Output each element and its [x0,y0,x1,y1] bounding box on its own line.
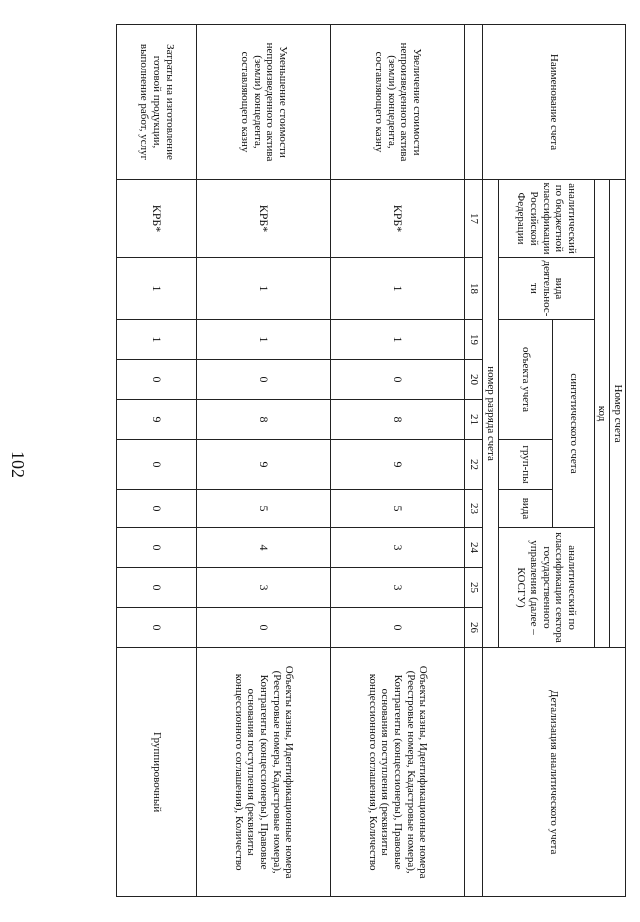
header-detail: Детализация аналитического учета [483,648,626,897]
digit-cell: 3 [331,568,465,608]
column-numbers-row [465,25,483,897]
column-number: 17 [465,180,483,258]
digit-cell: 0 [117,490,197,528]
account-name: Увеличение стоимости непроизведенного актива (земли) концедента, составляющего казну [331,25,465,180]
digit-cell: 9 [197,440,331,490]
header-account-object: объекта учета [498,320,552,440]
header-synthetic-account: синтетического счета [552,320,594,528]
kbk-code: КРБ* [117,180,197,258]
kbk-code: КРБ* [197,180,331,258]
digit-cell: 0 [117,528,197,568]
digit-cell: 0 [117,360,197,400]
digit-cell: 0 [117,608,197,648]
column-number: 20 [465,360,483,400]
digit-cell: 0 [331,608,465,648]
digit-cell: 9 [331,440,465,490]
digit-cell: 1 [117,258,197,320]
detail-text: Объекты казны, Идентификационные номера (Реестровые номера, Кадастровые номера), Контрагенты (концессионеры), Правовые основания поступления (реквизиты концессионного соглашения), Количество [197,648,331,897]
digit-cell: 0 [197,608,331,648]
digit-cell: 0 [331,360,465,400]
header-kind: вида [498,490,552,528]
column-number: 21 [465,400,483,440]
header-analytical-budget: аналитический по бюджетной классификации Российской Федерации [498,180,594,258]
digit-cell: 0 [117,568,197,608]
kbk-code: КРБ* [331,180,465,258]
page-number: 102 [8,451,28,478]
digit-cell: 8 [331,400,465,440]
column-number: 22 [465,440,483,490]
digit-cell: 5 [197,490,331,528]
column-number: 24 [465,528,483,568]
digit-cell: 9 [117,400,197,440]
digit-cell: 5 [331,490,465,528]
detail-text: Объекты казны, Идентификационные номера (Реестровые номера, Кадастровые номера), Контрагенты (концессионеры), Правовые основания поступления (реквизиты концессионного соглашения), Количество [331,648,465,897]
digit-cell: 0 [197,360,331,400]
digit-cell: 1 [331,258,465,320]
header-group: груп-пы [498,440,552,490]
account-name: Уменьшение стоимости непроизведенного актива (земли) концедента, составляющего казну [197,25,331,180]
column-number: 23 [465,490,483,528]
digit-cell: 3 [197,568,331,608]
digit-cell: 3 [331,528,465,568]
digit-cell: 4 [197,528,331,568]
header-code: код [594,180,610,648]
detail-text: Группировочный [117,648,197,897]
header-analytical-kosgu: аналитический по классификации сектора государственного управления (далее – КОСГУ) [498,528,594,648]
column-number: 26 [465,608,483,648]
table-row [197,25,331,897]
table-row [331,25,465,897]
accounts-table [116,24,626,897]
column-number: 18 [465,258,483,320]
digit-cell: 1 [197,258,331,320]
digit-cell: 1 [117,320,197,360]
rotated-table-container [138,24,626,896]
digit-cell: 1 [331,320,465,360]
header-digit-number: номер разряда счета [483,180,499,648]
column-number: 25 [465,568,483,608]
header-account-number: Номер счета [610,180,626,648]
table-row [117,25,197,897]
digit-cell: 0 [117,440,197,490]
header-account-name: Наименование счета [483,25,626,180]
header-activity-type: вида деятельнос-ти [498,258,594,320]
digit-cell: 8 [197,400,331,440]
account-name: Затраты на изготовление готовой продукции, выполнение работ, услуг [117,25,197,180]
column-number: 19 [465,320,483,360]
digit-cell: 1 [197,320,331,360]
